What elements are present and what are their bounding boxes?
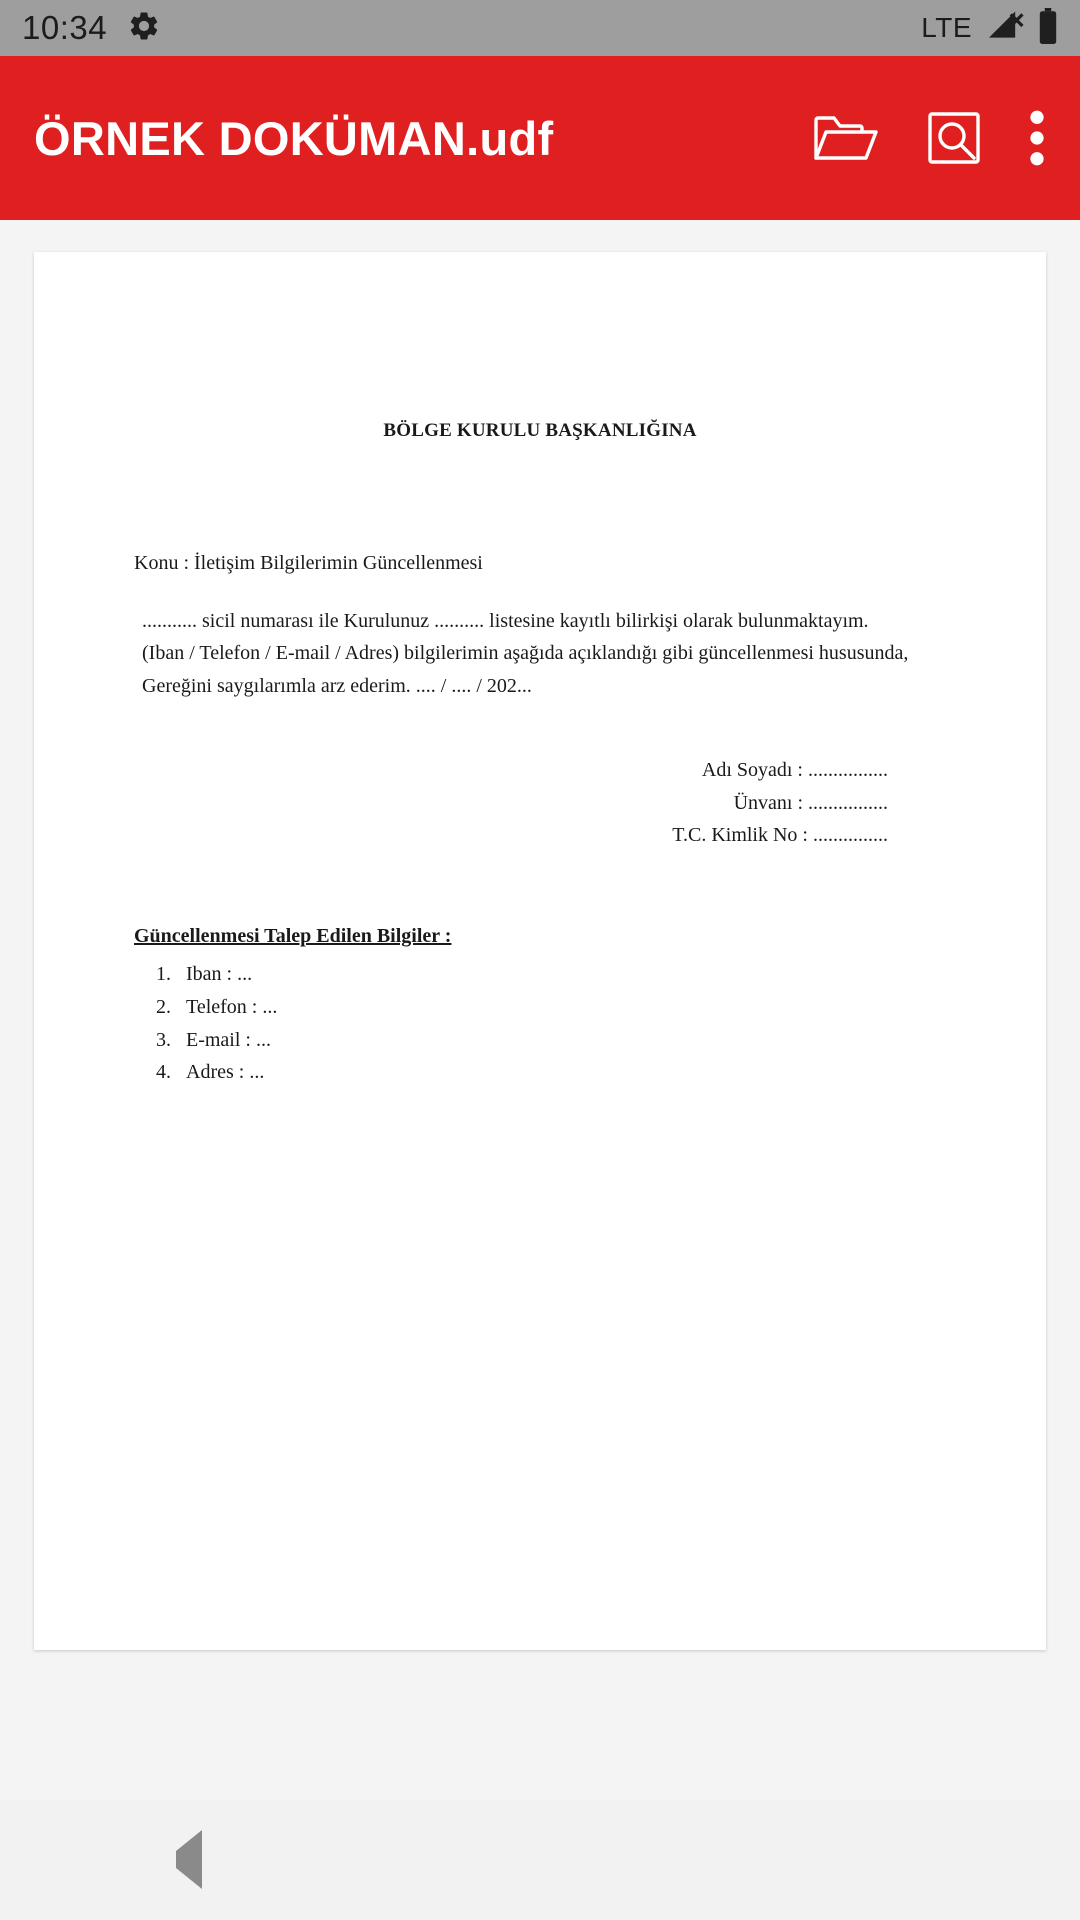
list-item-label: E-mail : ...	[186, 1028, 271, 1051]
document-body	[134, 605, 946, 702]
page-title: ÖRNEK DOKÜMAN.udf	[34, 111, 554, 165]
list-item-label: Adres : ...	[186, 1061, 265, 1084]
document-heading: BÖLGE KURULU BAŞKANLIĞINA	[383, 420, 697, 441]
signature-line: Ünvanı : ................	[733, 791, 888, 814]
network-type-label: LTE	[921, 12, 972, 43]
list-item	[134, 1024, 946, 1057]
status-notification-icons	[127, 9, 161, 48]
list-item-number: 4.	[156, 1061, 171, 1084]
status-time: 10:34	[22, 9, 108, 46]
search-document-icon[interactable]	[924, 108, 984, 168]
list-item-number: 3.	[156, 1028, 171, 1051]
list-item-number: 1.	[156, 963, 171, 986]
battery-icon	[1038, 8, 1058, 49]
document-body-line: (Iban / Telefon / E-mail / Adres) bilgilerimin aşağıda açıklandığı gibi güncellenmesi hususunda,	[142, 642, 909, 665]
list-item-label: Telefon : ...	[186, 995, 278, 1018]
list-item	[134, 1056, 946, 1089]
document-signature-block	[134, 754, 946, 851]
document-page	[34, 252, 1046, 1650]
list-item-label: Iban : ...	[186, 963, 253, 986]
open-folder-icon[interactable]	[812, 110, 880, 166]
document-subject: Konu : İletişim Bilgilerimin Güncellenmesi	[134, 552, 483, 574]
app-bar	[0, 56, 1080, 220]
app-bar-actions	[812, 108, 1046, 168]
gear-icon	[127, 9, 161, 48]
nav-back-button[interactable]	[176, 1851, 202, 1869]
overflow-menu-icon[interactable]	[1028, 109, 1046, 167]
signature-line: Adı Soyadı : ................	[701, 759, 888, 782]
document-body-line: Gereğini saygılarımla arz ederim. .... / .... / 202...	[142, 674, 532, 697]
document-viewer[interactable]	[0, 220, 1080, 1800]
status-system-icons	[921, 8, 1058, 49]
list-item	[134, 958, 946, 991]
status-bar	[0, 0, 1080, 56]
document-list	[134, 958, 946, 1088]
document-list-title: Güncellenmesi Talep Edilen Bilgiler :	[134, 925, 452, 948]
document-body-line: ........... sicil numarası ile Kurulunuz .......... listesine kayıtlı bilirkişi olarak bulunmaktayım.	[142, 610, 869, 632]
system-navigation-bar	[0, 1800, 1080, 1920]
signature-line: T.C. Kimlik No : ...............	[672, 823, 888, 846]
list-item-number: 2.	[156, 995, 171, 1018]
signal-off-icon	[986, 10, 1024, 47]
list-item	[134, 991, 946, 1024]
